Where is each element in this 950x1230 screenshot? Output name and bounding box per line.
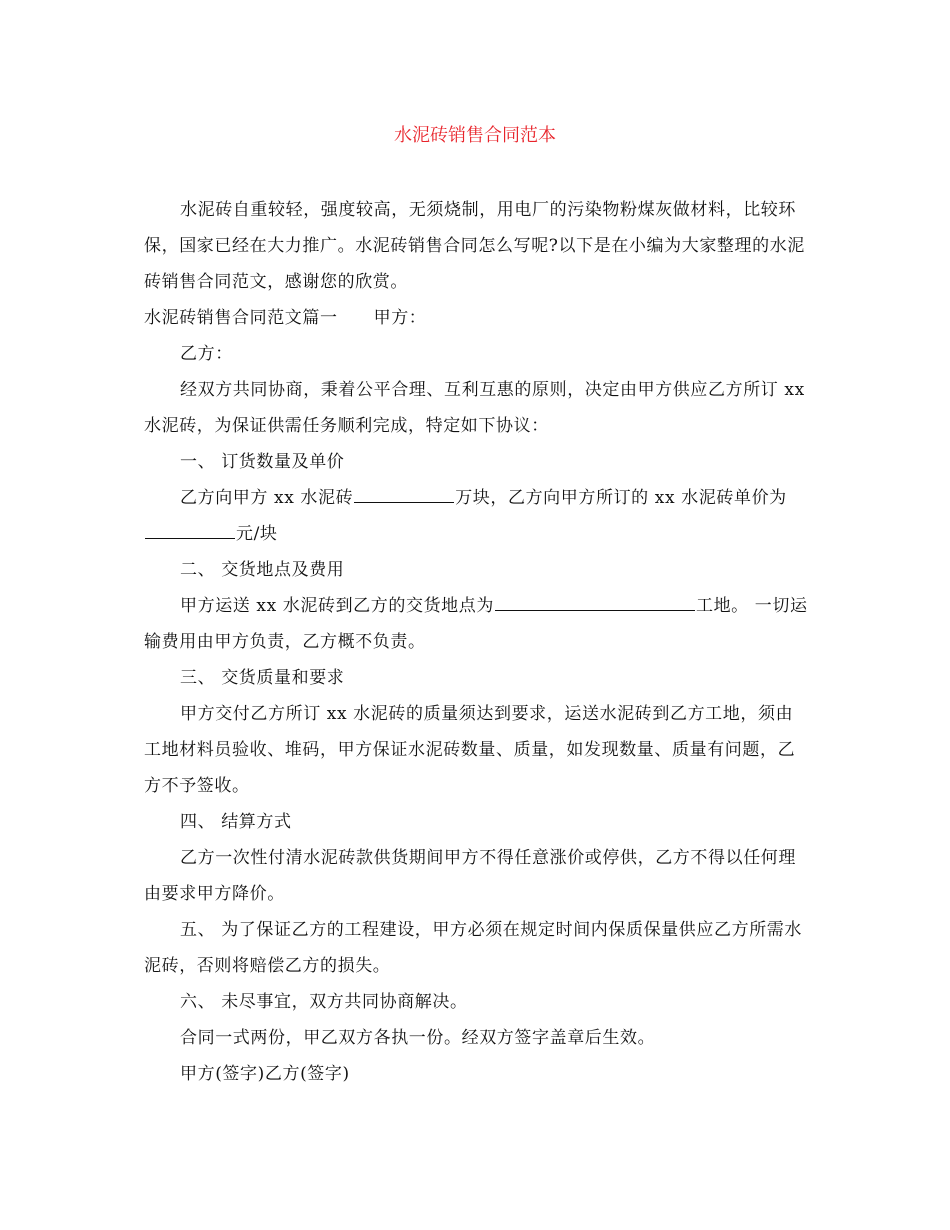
copies-paragraph: 合同一式两份，甲乙双方各执一份。经双方签字盖章后生效。 [180,1028,656,1048]
clause4-paragraph: 乙方一次性付清水泥砖款供货期间甲方不得任意涨价或停供，乙方不得以任何理由要求甲方降价。 [144,848,796,904]
document-body [144,192,810,1092]
clause2-text-part2: 工地。 一切运输费用由甲方负责，乙方概不负责。 [144,596,808,652]
preamble-paragraph: 经双方共同协商，秉着公平合理、互利互惠的原则，决定由甲方供应乙方所订 xx 水泥砖，为保证供需任务顺利完成，特定如下协议： [144,380,805,436]
clause1-text-part3: 元/块 [236,524,278,544]
section-heading: 水泥砖销售合同范文篇一 [144,308,338,328]
unit-price-blank [145,520,235,539]
clause1-title: 一、 订货数量及单价 [180,452,345,472]
section-heading-line [144,300,810,336]
clause1-text-part1: 乙方向甲方 xx 水泥砖 [180,488,354,508]
party-b-label: 乙方： [180,344,233,364]
clause1-paragraph [144,480,810,552]
clause2-paragraph [144,588,810,660]
clause1-text-part2: 万块，乙方向甲方所订的 xx 水泥砖单价为 [455,488,787,508]
clause5-paragraph: 五、 为了保证乙方的工程建设，甲方必须在规定时间内保质保量供应乙方所需水泥砖，否则将赔偿乙方的损失。 [144,920,803,976]
document-title: 水泥砖销售合同范本 [394,125,556,146]
clause4-title: 四、 结算方式 [180,812,292,832]
clause3-paragraph: 甲方交付乙方所订 xx 水泥砖的质量须达到要求，运送水泥砖到乙方工地，须由工地材料员验收、堆码，甲方保证水泥砖数量、质量，如发现数量、质量有问题，乙方不予签收。 [144,704,796,796]
clause2-text-part1: 甲方运送 xx 水泥砖到乙方的交货地点为 [180,596,494,616]
party-a-label: 甲方： [373,308,427,328]
quantity-blank [354,484,454,503]
signature-line: 甲方(签字)乙方(签字) [180,1064,350,1084]
delivery-location-blank [495,592,695,611]
clause6-paragraph: 六、 未尽事宜，双方共同协商解决。 [180,992,468,1012]
clause3-title: 三、 交货质量和要求 [180,668,345,688]
intro-paragraph: 水泥砖自重较轻，强度较高，无须烧制，用电厂的污染物粉煤灰做材料，比较环保，国家已经在大力推广。水泥砖销售合同怎么写呢?以下是在小编为大家整理的水泥砖销售合同范文，感谢您的欣赏。 [144,200,805,292]
clause2-title: 二、 交货地点及费用 [180,560,345,580]
